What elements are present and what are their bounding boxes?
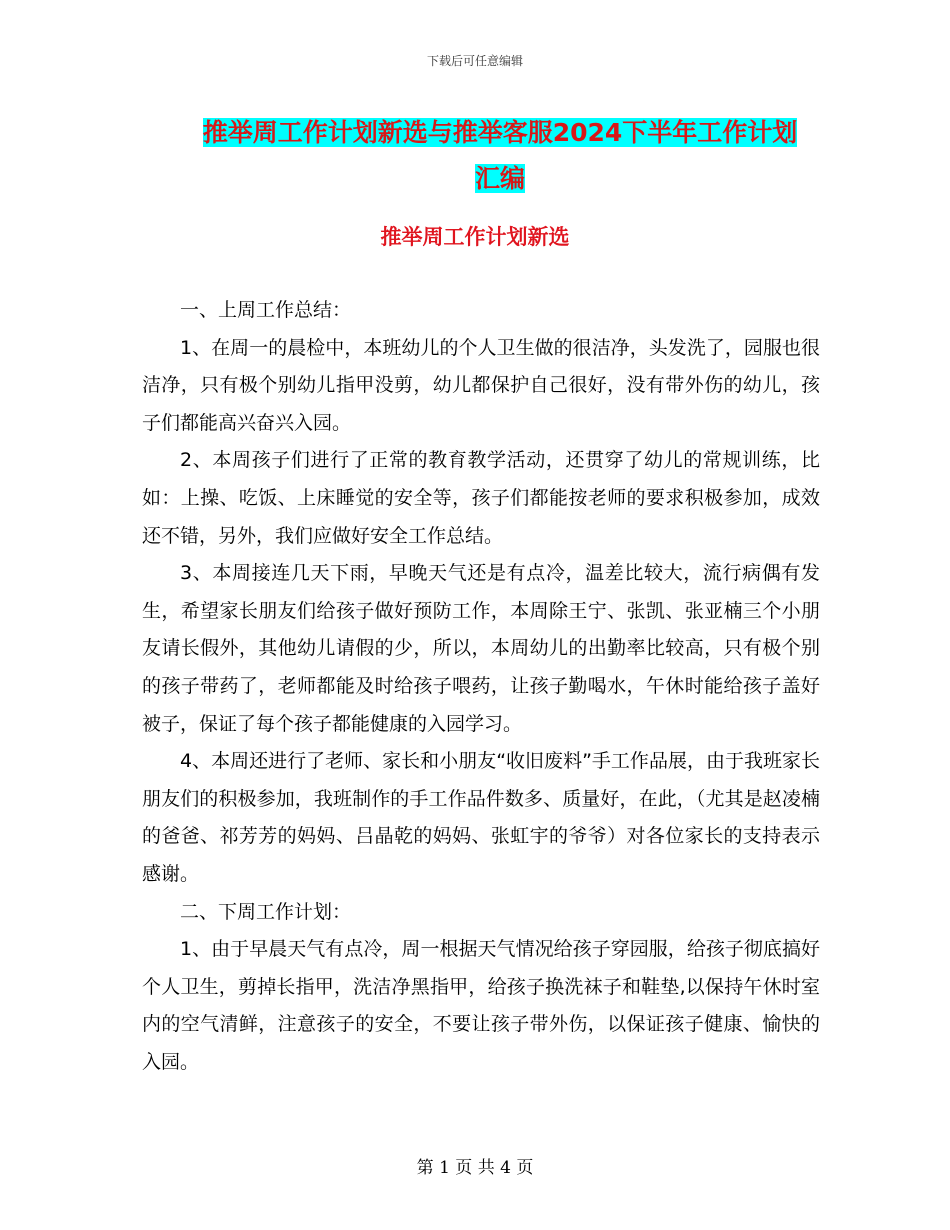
- section-title: 推举周工作计划新选: [380, 225, 570, 249]
- paragraph: 1、在周一的晨检中，本班幼儿的个人卫生做的很洁净，头发洗了，园服也很洁净，只有极个别幼儿指甲没剪，幼儿都保护自己很好，没有带外伤的幼儿，孩子们都能高兴奋兴入园。: [142, 336, 820, 434]
- paragraph: 2、本周孩子们进行了正常的教育教学活动，还贯穿了幼儿的常规训练，比如：上操、吃饭、上床睡觉的安全等，孩子们都能按老师的要求积极参加，成效还不错，另外，我们应做好安全工作总结。: [142, 449, 820, 547]
- page-number-footer: 第 1 页 共 4 页: [416, 1158, 534, 1178]
- document-title-line2: 汇编: [474, 164, 525, 193]
- heading-next-week-plan: 二、下周工作计划：: [180, 900, 352, 923]
- page-header-note: 下载后可任意编辑: [426, 54, 523, 68]
- heading-last-week-summary: 一、上周工作总结：: [180, 299, 352, 321]
- document-title-line1: 推举周工作计划新选与推举客服2024下半年工作计划: [202, 118, 798, 147]
- paragraph: 4、本周还进行了老师、家长和小朋友“收旧废料”手工作品展，由于我班家长朋友们的积极参加，我班制作的手工作品件数多、质量好，在此，（尤其是赵凌楠的爸爸、祁芳芳的妈妈、吕晶乾的妈妈、张虹宇的爷爷）对各位家长的支持表示感谢。: [142, 750, 820, 885]
- paragraph: 1、由于早晨天气有点冷，周一根据天气情况给孩子穿园服，给孩子彻底搞好个人卫生，剪掉长指甲，洗洁净黑指甲，给孩子换洗袜子和鞋垫,以保持午休时室内的空气清鲜，注意孩子的安全，不要让孩子带外伤，以保证孩子健康、愉快的入园。: [142, 938, 820, 1073]
- document-body: [142, 292, 820, 1081]
- paragraph: 3、本周接连几天下雨，早晚天气还是有点冷，温差比较大，流行病偶有发生，希望家长朋友们给孩子做好预防工作，本周除王宁、张凯、张亚楠三个小朋友请长假外，其他幼儿请假的少，所以，本周幼儿的出勤率比较高，只有极个别的孩子带药了，老师都能及时给孩子喂药，让孩子勤喝水，午休时能给孩子盖好被子，保证了每个孩子都能健康的入园学习。: [142, 562, 820, 735]
- document-title: [140, 110, 860, 202]
